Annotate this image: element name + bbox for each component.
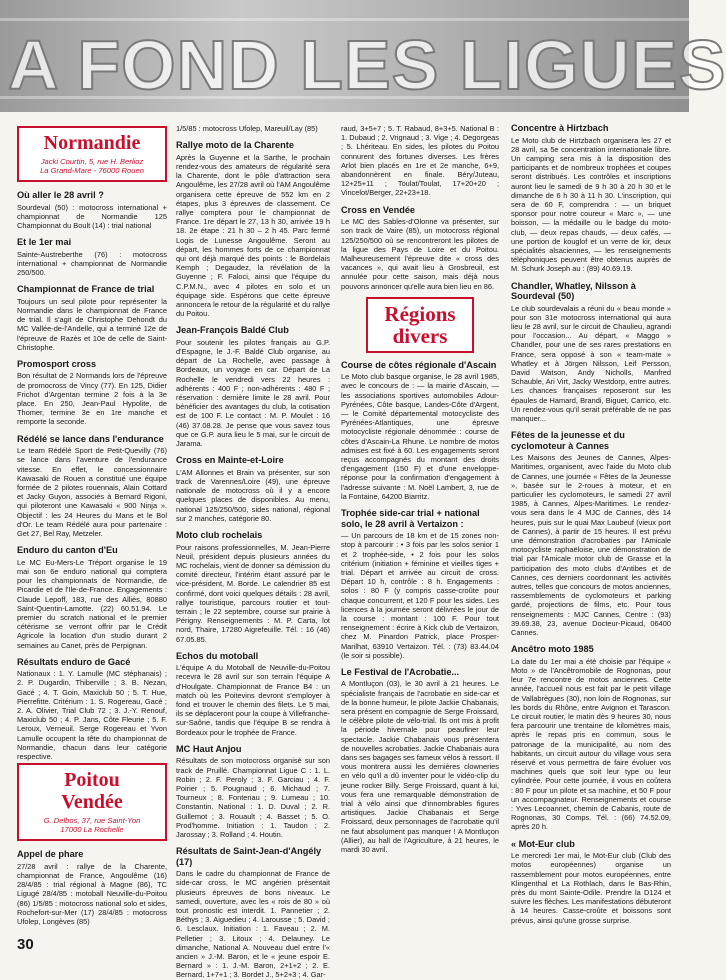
- article-title: Moto club rochelais: [176, 530, 263, 541]
- article-title: Résultats enduro de Gacé: [17, 656, 131, 667]
- article-title: Championnat de France de trial: [17, 284, 155, 295]
- league-title: Normandie: [43, 132, 141, 154]
- article-body: Les Maisons des Jeunes de Cannes, Alpes-Maritimes, organisent, avec l'aide du Moto club de Cannes, une journée « Fêtes de la Jeunesse », basée sur le 2-roues à moteur, et en particulier les cyclomoteurs, le samedi 27 avril 1985, à Cannes, Alpes-Maritimes. Le rendez-vous sera dans le 4 MJC de Cannes, dès 14 heures, puis sur le quai Max Laubeuf (vieux port de Cannes), à partir de 15 heures. Il est prévu une démonstration d'acrobaties par l'Amicale motocycliste raphaëloise, une démonstration de trial par l'Amicale motor club de Grasse et la participation des moto clubs d'Antibes et de Cannes, ces derniers coordonnant les activités autres, telles que concours de motos anciennes, rassemblements de cyclomoteurs et parking gardé, projections de films, etc. Pour tous renseignements : MJC Cannes, Centre : (93) 39.69.38, 23, avenue Docteur-Picaud, 06400 Cannes.: [511, 453, 671, 638]
- article-body: 1/5/85 : motocross Ufolep, Mareuil/Lay (85): [176, 124, 318, 133]
- league-title: divers: [392, 323, 448, 348]
- article-body: Le MC des Sables-d'Olonne va présenter, sur son track de Vaire (85), un motocross régional 125/250/500 où se rencontreront les pilotes de la ligue des Pays de Loire et du Poitou. Malheureusement l'épreuve dite « cross des vacances », qui avait lieu à Grosbreuil, est annulée pour cette saison, mais déjà nous pouvons annoncer qu'elle aura bien lieu en 86.: [341, 217, 499, 291]
- page-number: 30: [17, 936, 34, 953]
- article-body: Le MC Eu-Mers-Le Tréport organise le 19 mai son 6e enduro national qui comptera pour les championnats de Normandie, de Picardie et de l'Ile-de-France. Engagements : Claude Lepoff, 183, rue des Alliés, 80880 Saint-Quentin-Lamotte. (22) 60.51.94. Le premier du scratch national et le premier cétérisme se verront offrir par le Crédit Agricole la location d'un studio durant 2 semaines au Canet, près de Perpignan.: [17, 557, 167, 650]
- article-title: Cross en Vendée: [341, 204, 416, 215]
- article-title: Cross en Mainte-et-Loire: [176, 455, 284, 466]
- article-title: Résultats de Saint-Jean-d'Angély (17): [176, 846, 322, 867]
- article-title: Concentre à Hirtzbach: [511, 123, 609, 133]
- article-body: Le Moto club basque organise, le 28 avril 1985, avec le concours de : — la mairie d'Ascain, — les associations sportives automobiles Adour-Pyrénées, Côte basque, Landes-Côte d'Argent, — le Comité départemental motocycliste des Pyrénées-Atlantiques, une épreuve motocycliste régionale dénommée : course de côtes d'Ascain-La Rhune. Le nombre de motos admises est fixé à 60. Les engagements seront reçus accompagnés du montant des droits d'engagement (150 F) et d'une enveloppe-réponse pour la confirmation d'engagement à l'adresse suivante : M. Noël Lambert, 3, rue de la Fontaine, 64200 Biarritz.: [341, 372, 499, 501]
- article-body: Toujours un seul pilote pour représenter la Normandie dans le championnat de France de trial. Il s'agit de Christophe Dehondt du MC Vallée-de-l'Andelle, qui a terminé 12e de l'épreuve de Razès et 10e de celle de Saint-Christophe.: [17, 296, 167, 352]
- banner-stripe: [0, 18, 689, 21]
- article-body: — Un parcours de 18 km et de 15 zones non-stop à parcourir : • 3 fois par les solos senior 1 et 2 trophée-side, • 2 fois pour les solos critérium (initiation + féminine et vieilles tiges + trial. Départ et arrivée au circuit de cross. Départ 10 h, contrôle : 8 h. Engagements : solos : 80 F (y compris casse-croûte pour chaque concurrent, et 120 F pour les sides. Les licences à la journée seront délivrées le jour de la course : montant : 100 F. Pour tout renseignement : écrire à Kick club de Vertaizon, chez M. Pinardon Patrick, place Prosper-Marilhat, 63910 Vertaizon. Tél. : (73) 83.44.04 (le soir si possible).: [341, 531, 499, 660]
- article-title: MC Haut Anjou: [176, 743, 242, 754]
- article-title: Rédélé se lance dans l'endurance: [17, 433, 164, 444]
- column-3: [341, 124, 499, 924]
- article-body: Sainte-Austreberthe (76) : motocross international + championnat de Normandie 250/500.: [17, 249, 167, 278]
- article-body: Le team Rédélé Sport de Petit-Quevilly (76) se lance dans l'aventure de l'endurance vitesse. En effet, le concessionnaire Kawasaki de Rouen a constitué une équipe formée de 2 pilotes rouennais, Alain Cottard et Jacky Guyon, associés à Bernard Rigoni, qui piloteront une Kawasaki « 900 Ninja ». Objectif : les 24 Heures du Mans et le Bol d'Or. Le team Rédélé aura pour partenaire : Get 27, Bel Ray, Metzeler.: [17, 446, 167, 538]
- article-body: Le Moto club de Hirtzbach organisera les 27 et 28 avril, sa 5e concentration internationale libre. Un camping sera mis à la disposition des participants et de nombreux trophées et coupes seront distribués. Les contrôles et inscriptions auront lieu le samedi de 9 h 30 à 20 h 30 et le dimanche de 6 h 30 à 11 h 30. L'inscription, qui sera de 60 F, comprendra : — un briquet sponsor pour notre coureur « Marc », — une boisson, — la médaille ou le badge du moto-club, — deux repas chauds, — deux cafés, — une portion de kouglof et un verre de kir, deux spécialités alsaciennes, — les renseignements téléphoniques peuvent être obtenus auprès de M. Schurk Joseph au : (89) 40.69.19.: [511, 135, 671, 274]
- column-4: [511, 116, 671, 946]
- article-body: Sourdeval (50) : motocross international + championnat de Normandie 125 Championnat du Boult (14) : trial national: [17, 202, 167, 230]
- article-body: L'AM Allonnes et Brain va présenter, sur son track de Varennes/Loire (49), une épreuve nationale de motocross où il y a encore quelques places de disponibles. Au menu, national 125/250/500, sides national, régional sur 2 manches, catégorie 80.: [176, 467, 330, 523]
- article-body: Résultats de son motocross organisé sur son track de Pruillé. Championnat Ligue C : 1. L. Robin ; 2. F. Peroly ; 3. F. Garciau ; 4. F. Poirier ; 5. Pougnaud ; 6. Michaud ; 7. Tourneux ; 8. Fontenau ; 9. Lumeau ; 10. Constantin. National : 1. D. Duval ; 2. R. Guillemot ; 3. Rouault ; 4. Basset ; 5. O. Prod'homme. Initiation : 1. Taudon ; 2. Jarossay ; 3. Rolland ; 4. Houtin.: [176, 756, 330, 839]
- article-title: Enduro du canton d'Eu: [17, 545, 118, 556]
- league-address: 17000 La Rochelle: [60, 825, 124, 835]
- article-title: Course de côtes régionale d'Ascain: [341, 359, 497, 370]
- column-1: [17, 124, 167, 924]
- league-title: Régions: [384, 301, 456, 326]
- article-body: L'équipe A du Motoball de Neuville-du-Poitou recevra le 28 avril sur son terrain l'équipe A d'Houlgate. Championnat de France B4 : un match où les Poitevins devront s'employer à fond et trouver le chemin des filets. Le 5 mai, ils se déplaceront pour la coupe à Villefranche-sur-Saône, tandis que l'équipe B se rendra à Bordeaux pour le trophée de France.: [176, 663, 330, 737]
- article-title: Où aller le 28 avril ?: [17, 190, 104, 200]
- article-body: Pour soutenir les pilotes français au G.P. d'Espagne, le J.-F. Baldé Club organise, au départ de La Rochelle, avec passage à Bordeaux, un voyage en car. Départ de La Rochelle le vendredi vers 22 heures : adhérents : 400 F ; non-adhérents : 480 F ; réservation : dernière limite le 28 avril. Pour bénéficier des avantages du club, la cotisation est de 100 F. Le contact : M. P. Moulet : 16 (46) 37.08.28. Je pense que vous savez tous que ce G.P. aura lieu le 5 mai, sur le circuit de Jarama.: [176, 337, 330, 449]
- column-2: [176, 124, 330, 980]
- article-body: Pour raisons professionnelles, M. Jean-Pierre Neuil, président depuis plusieurs années du MC rochelais, vient de donner sa démission du comité directeur, l'intérim étant assuré par le vice-président, M. Borde. Le calendrier 85 est confirmé, dont voici quelques détails : 28 avril, rallye touristique, parcours routier et tout-terrain ; le 22 septembre, course sur prairie à Périgny. Renseignements : M. P. Carta, lot nord, Thaire, 17280 Aigrefeuille. Tél. : 16 (46) 67.05.85.: [176, 542, 330, 644]
- article-body: raud, 3+5+7 ; 5. T. Rabaud, 8+3+5. National B : 1. Dubaud ; 2. Vrignaud ; 3. Vige ; 4. Degorgeas ; 5. Lhériteau. En sides, les pilotes du Poitou connurent des fortunes diverses. Les frères Arlot bien placés en 1re et 2e manche, 6+9, abandonnèrent en finale. Béry/Juteau, 12+25+11 ; Toulat/Toulat, 17+20+20 ; Vincelot/Berger, 22+23+18.: [341, 124, 499, 198]
- article-title: Fêtes de la jeunesse et du cyclomoteur à Cannes: [511, 430, 625, 451]
- article-body: Bon résultat de 2 Normands lors de l'épreuve de promocross de Vincy (77). En 125, Didier Frichot d'Argentan termine 2 fois à la 3e place. En 250, Jean-Paul Hypolite, de Thomer, termine 3e en 1re manche et remporte la seconde.: [17, 371, 167, 427]
- article-title: Promosport cross: [17, 358, 97, 369]
- article-body: 27/28 avril : rallye de la Charente, championnat de France, Angoulême (16) 28/4/85 : trial régional à Magne (86), TC Ligugé 28/4/85 : motoball Neuville-du-Poitou (86) 1/5/85 : motocross national solo et sides, Rochefort-sur-Mer (17) 28/4/85 : motocross Ufolep, Longèves (85): [17, 861, 167, 926]
- article-title: Ancêtro moto 1985: [511, 644, 594, 655]
- league-title: Vendée: [61, 791, 123, 814]
- league-address: Jacki Courtin, 5, rue H. Berlioz: [40, 157, 144, 166]
- article-body: Le mercredi 1er mai, le Mot-Eur club (Club des motos européennes) organise un rassemblement pour motos européennes, entre Klingenthal et La Rothlach, dans le Bas-Rhin, près du mont Sainte-Odile. Prendre la D124 et suivre les flèches. Les manifestations débuteront à 14 heures. Casse-croûte et boissons sont prévus, ainsi qu'une grosse surprise.: [511, 851, 671, 925]
- page-banner: [0, 0, 726, 112]
- article-body: Dans le cadre du championnat de France de side-car cross, le MC angérien présentait plusieurs épreuves de bons niveaux. Le samedi, ouverture, avec les « rois de 80 » où tout pronostic est interdit. 1. Pannetier ; 2. Béthys ; 3. Aiguedieu ; 4. Larousse ; 5. David ; 6. Lesclaux. Initiation : 1. Faveau ; 2. M. Pelletier ; 3. Litoux ; 4. Delauney. Le dimanche, National A. Nouveau duel entre l'« ancien » J.-M. Baron, et le « jeune espoir E. Bernard » : 1. J.-M. Baron, 2+1+2 ; 2. E. Bernard, 1+7+1 ; 3. Bordet J., 5+2+3 ; 4. Gar-: [176, 869, 330, 980]
- article-body: Le club sourdevalais a réuni du « beau monde » pour son 31e motocross international qui aura lieu le 28 avril, sur le circuit de Chaulieu, agrandi pour l'occasion... Au départ, « Maggo » Chandler, pour une de ses rares prestations en France, sera opposé à son « team-mate » Whatley et à Jörgen Nilsson, Leif Persson, David Watson, Andy Nicholls, Manfred Schauble, Ari Virt, Jacky Westdorp, entre autres. Les chances françaises reposeront sur les épaules de Hamard, Brandi, Biguet, Carrico, etc. Un rendez-vous qu'il serait préférable de ne pas manquer...: [511, 303, 671, 423]
- article-body: Après la Guyenne et la Sarthe, le prochain rendez-vous des amateurs de régularité sera la Charente, dont le pôle d'attraction sera Angoulême, les 27/28 avril où l'AM Angoulême organisera cette épreuve de 552 km en 2 étapes, plus 3 épreuves de classement. Ce rallye comptera pour le championnat de France. 1re départ le 27, 13 h 30, arrivée 19 h 18. 2e étape : 21 h 30 – 2 h 45. Parc fermé Logis de Lunesse Angoulême. Seront au départ, les hommes forts de ce championnat qui ont déjà marqué des points : le Bordelais Kemph ; Degaudez, la révélation de la Guyenne ; F. Faloci, ainsi que l'équipe du C.P.M.N., avec 4 pilotes en solo et un équipage side. Espérons que cette épreuve annoncera le retour de la régularité et du rallye du Poitou.: [176, 152, 330, 319]
- article-title: Le Festival de l'Acrobatie...: [341, 666, 460, 677]
- league-address: La Grand-Mare - 76000 Rouen: [40, 166, 144, 175]
- article-body: La date du 1er mai a été choisie par l'équipe « Moto » de l'Ancêtromobile de Rognonas, pour leur 7e rencontre de motos anciennes. Cette année, l'accueil nous est fait par le petit village de Vallabrègues (30), non loin de Rognonas, sur les bords du Rhône, entre Avignon et Tarascon. Le circuit routier, le matin dès 9 heures 30, nous fera parcourir une trentaine de kilomètres mais, après le repas pris en commun, sous le patronage de la municipalité, au nom des habitants, un circuit autour du village vous sera réservé et vous permettra de faire évoluer vos machines quels que soit leur type ou leur cylindrée. Pour cette journée, il vous en coûtera : 80 F pour un pilote et sa machine, et 50 F pour un accompagnateur. Renseignements et course : Yves Lecoannet, chemin de Cabanis, route de Rognonas, 30 Comps. Tél. : (66) 74.52.09, après 20 h.: [511, 656, 671, 832]
- article-title: Rallye moto de la Charente: [176, 140, 294, 151]
- article-body: A Montluçon (03), le 30 avril à 21 heures. Le spécialiste français de l'acrobatie en side-car et de la bonne humeur, le pilote Jackie Chabanais, sera présent en compagnie de Serge Froissard, le célèbre pilote de vélo-trial. Ils ont mis à profit la période hivernale pour peaufiner leur spectacle. Jackie Chabanais vous présentera de nouvelles acrobaties. Jackie Chabanais aura dans ses bagages ses fameux vélos à ressort. Il vous montrera aussi les dernières clowneries en vélo qu'il a dû inventer pour le vidéo-clip du jeune rocker Billy. Serge Froissard, quant à lui, vous fera une remarquable démonstration de trial à vélo ainsi que d'innombrables figures artistiques. Jackie Chabanais et Serge Froissard, deux personnages de l'acrobatie qu'il ne faut absolument pas manquer ! A Montluçon (Allier), au hall de l'Agriculture, à 21 heures, le mardi 30 avril.: [341, 679, 499, 855]
- article-title: Trophée side-car trial + national solo, le 28 avril à Vertaizon :: [341, 508, 480, 529]
- banner-title: A FOND LES LIGUES: [8, 26, 726, 104]
- article-title: Et le 1er mai: [17, 237, 72, 248]
- article-body: Nationaux : 1. Y. Lamulle (MC stéphanais) ; 2. P. Dugardin, Thiberville ; 3. B. Nezan, Gacé ; 4. T. Goin, Maxiclub 50 ; 5. T. Hue, Pierrefitte. Critérium : 1. S. Rogereau, Gacé ; 2. A. Olivier, Trial Club 72 ; 3. J.-Y. Renouf, Maxiclub 50 ; 4. P. Jans, Côte Fleurie ; 5. F. Leroux, Verneuil. Serge Rogereau et Yvon Lamulle occupent la tête du championnat de Normandie, chacun dans leur catégorie respective.: [17, 669, 167, 762]
- article-title: Appel de phare: [17, 849, 84, 860]
- article-title: Chandler, Whatley, Nilsson à Sourdeval (50): [511, 280, 636, 302]
- league-box-regions: [366, 297, 474, 353]
- article-title: Echos du motoball: [176, 650, 259, 661]
- league-title: Poitou: [64, 769, 120, 792]
- league-address: G. Delbos, 37, rue Saint-Yon: [43, 816, 141, 826]
- article-title: « Mot-Eur club: [511, 838, 575, 849]
- article-title: Jean-François Baldé Club: [176, 325, 289, 336]
- league-box-poitou: [17, 763, 167, 841]
- league-box-normandie: [17, 126, 167, 182]
